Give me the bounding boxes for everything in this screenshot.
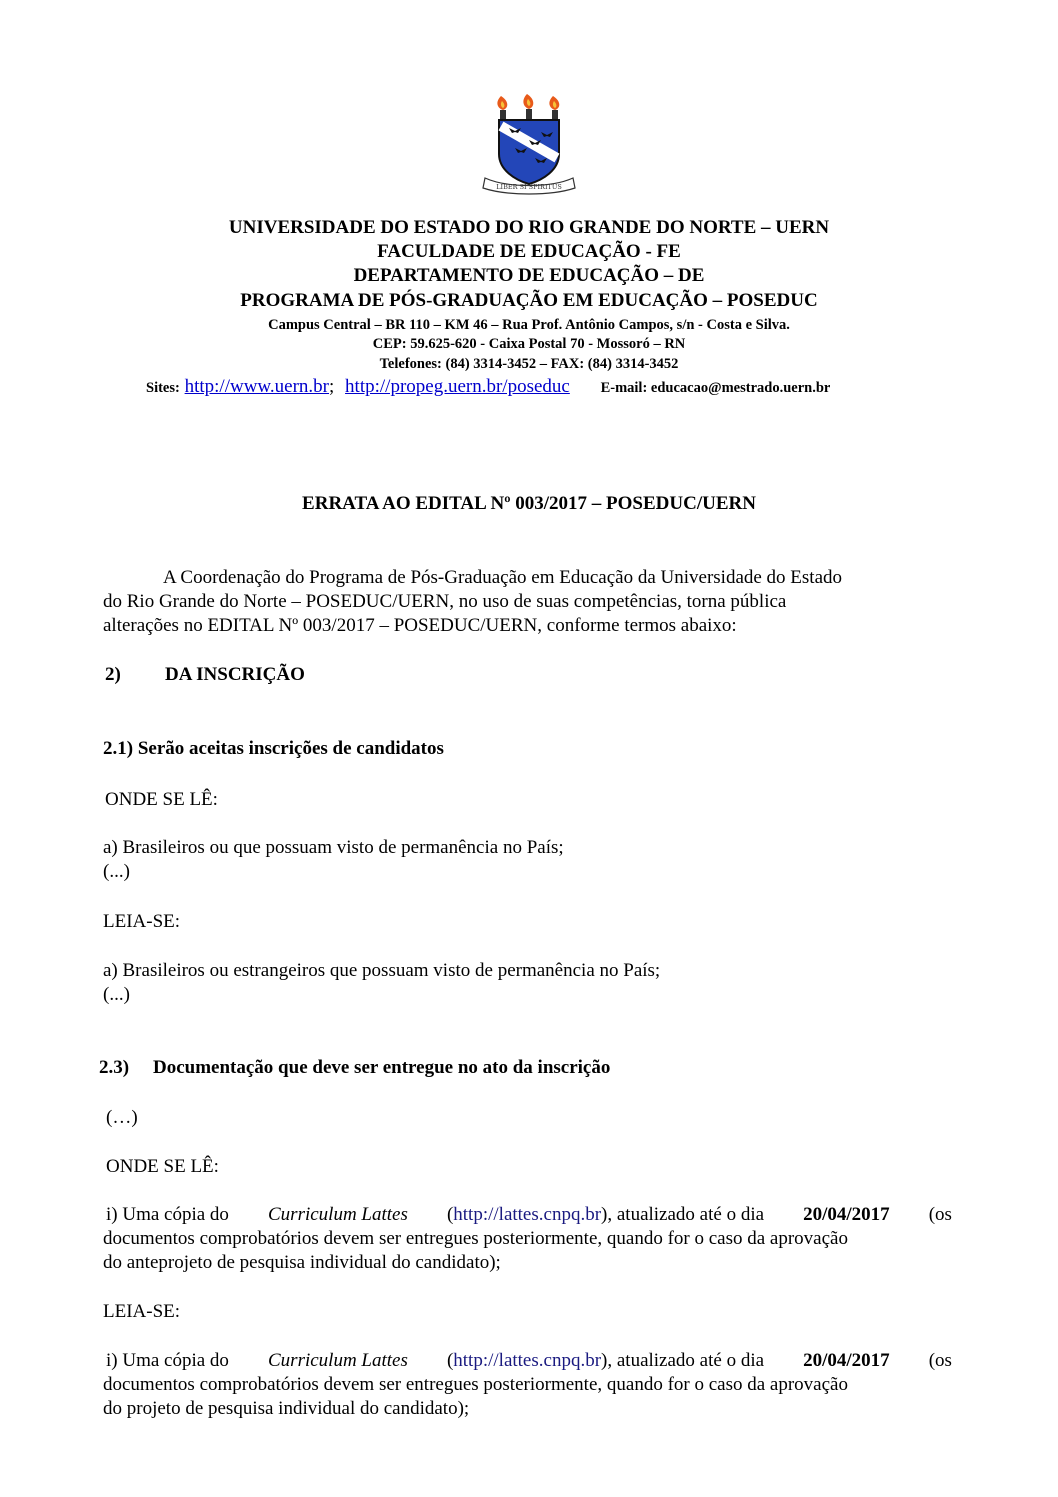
- onde-se-le-label-1: ONDE SE LÊ:: [105, 789, 218, 810]
- subsection-2-3-number: 2.3): [99, 1057, 130, 1078]
- item-prefix: i) Uma cópia do: [106, 1350, 229, 1371]
- leia-item-line-2: documentos comprobatórios devem ser entregues posteriormente, quando for o caso da aprovação: [103, 1374, 848, 1395]
- leia-se-label-1: LEIA-SE:: [103, 911, 181, 932]
- leia-item-line-3: do projeto de pesquisa individual do candidato);: [103, 1398, 470, 1419]
- leia-item-line-1: [103, 1349, 952, 1373]
- onde-se-le-item-i: [103, 1203, 952, 1275]
- after-link-text: ), atualizado até o dia: [601, 1350, 765, 1371]
- header-university: UNIVERSIDADE DO ESTADO DO RIO GRANDE DO NORTE – UERN: [228, 217, 830, 238]
- curriculum-lattes-text: Curriculum Lattes: [268, 1350, 408, 1371]
- sites-label: Sites:: [146, 380, 180, 396]
- lattes-link[interactable]: http://lattes.cnpq.br: [453, 1350, 602, 1371]
- curriculum-lattes-text: Curriculum Lattes: [268, 1204, 408, 1225]
- leia-se-item-i: [103, 1349, 952, 1421]
- deadline-date: 20/04/2017: [803, 1204, 890, 1225]
- section-2-title: DA INSCRIÇÃO: [165, 664, 305, 685]
- intro-paragraph: [103, 566, 952, 638]
- header-phones: Telefones: (84) 3314-3452 – FAX: (84) 3314-3452: [379, 356, 679, 372]
- paren-os: (os: [928, 1204, 952, 1225]
- onde-item-line-3: do anteprojeto de pesquisa individual do candidato);: [103, 1252, 501, 1273]
- ellipsis-1: (...): [103, 861, 130, 882]
- document-title: ERRATA AO EDITAL Nº 003/2017 – POSEDUC/UERN: [302, 493, 756, 514]
- subsection-2-1-heading: 2.1) Serão aceitas inscrições de candidatos: [103, 738, 444, 759]
- university-seal-logo: [479, 92, 579, 197]
- header-sites-row: [146, 375, 946, 400]
- seal-icon: [479, 92, 579, 197]
- onde-item-line-1: [103, 1203, 952, 1227]
- onde-se-le-label-2: ONDE SE LÊ:: [106, 1156, 219, 1177]
- seal-motto: LIBER SI SPIRITUS: [496, 183, 562, 191]
- sites-separator: ;: [329, 376, 335, 397]
- header-faculty: FACULDADE DE EDUCAÇÃO - FE: [377, 241, 681, 262]
- header-cep: CEP: 59.625-620 - Caixa Postal 70 - Mossoró – RN: [372, 336, 686, 352]
- uern-site-link[interactable]: http://www.uern.br: [184, 376, 330, 397]
- ellipsis-2: (...): [103, 984, 130, 1005]
- poseduc-site-link[interactable]: http://propeg.uern.br/poseduc: [345, 376, 570, 397]
- lattes-link[interactable]: http://lattes.cnpq.br: [453, 1204, 602, 1225]
- leia-se-label-2: LEIA-SE:: [103, 1301, 181, 1322]
- section-2-number: 2): [105, 664, 121, 685]
- subsection-2-3-heading: Documentação que deve ser entregue no ato da inscrição: [153, 1057, 611, 1078]
- header-address: Campus Central – BR 110 – KM 46 – Rua Prof. Antônio Campos, s/n - Costa e Silva.: [268, 317, 790, 333]
- ellipsis-3: (…): [106, 1107, 138, 1128]
- item-prefix: i) Uma cópia do: [106, 1204, 229, 1225]
- header-department: DEPARTAMENTO DE EDUCAÇÃO – DE: [353, 265, 705, 286]
- link-open-paren: (: [446, 1204, 454, 1225]
- deadline-date: 20/04/2017: [803, 1350, 890, 1371]
- onde-se-le-text-1: a) Brasileiros ou que possuam visto de permanência no País;: [103, 837, 564, 858]
- torch-flames-icon: [497, 94, 559, 120]
- intro-line-3: alterações no EDITAL Nº 003/2017 – POSEDUC/UERN, conforme termos abaixo:: [103, 615, 737, 636]
- header-program: PROGRAMA DE PÓS-GRADUAÇÃO EM EDUCAÇÃO – POSEDUC: [240, 290, 818, 311]
- paren-os: (os: [928, 1350, 952, 1371]
- intro-line-2: do Rio Grande do Norte – POSEDUC/UERN, no uso de suas competências, torna pública: [103, 591, 787, 612]
- leia-se-text-1: a) Brasileiros ou estrangeiros que possuam visto de permanência no País;: [103, 960, 661, 981]
- onde-item-line-2: documentos comprobatórios devem ser entregues posteriormente, quando for o caso da aprovação: [103, 1228, 848, 1249]
- intro-line-1: A Coordenação do Programa de Pós-Graduação em Educação da Universidade do Estado: [163, 567, 843, 588]
- email-address: E-mail: educacao@mestrado.uern.br: [600, 380, 831, 396]
- link-open-paren: (: [446, 1350, 454, 1371]
- after-link-text: ), atualizado até o dia: [601, 1204, 765, 1225]
